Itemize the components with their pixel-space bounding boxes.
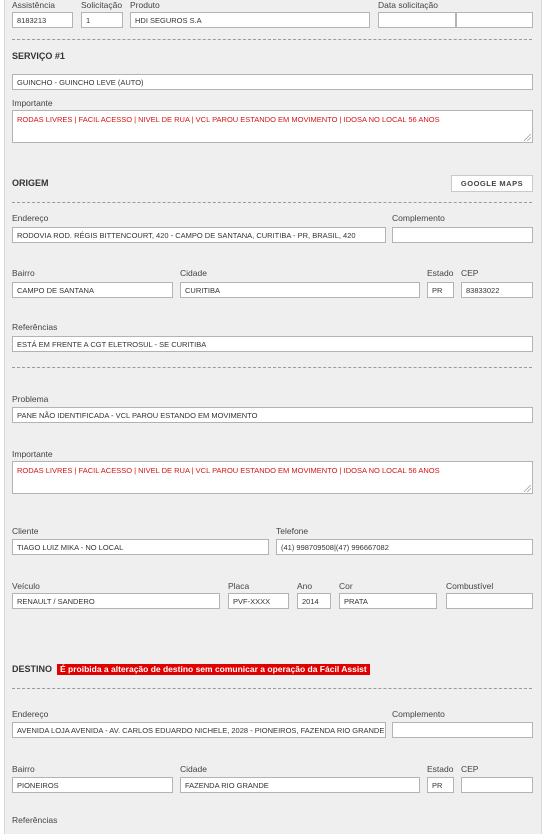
destino-estado-label: Estado (427, 764, 454, 774)
solicitacao-field[interactable]: 1 (81, 12, 123, 28)
cor-label: Cor (339, 581, 353, 591)
origem-title: ORIGEM (12, 178, 49, 188)
resize-grip-icon[interactable] (524, 134, 531, 141)
destino-cep-field[interactable] (461, 777, 533, 793)
destino-endereco-field[interactable]: AVENIDA LOJA AVENIDA - AV. CARLOS EDUARDO NICHELE, 2028 - PIONEIROS, FAZENDA RIO GRANDE (12, 722, 386, 738)
cor-field[interactable]: PRATA (339, 593, 437, 609)
origem-cidade-label: Cidade (180, 268, 207, 278)
divider (12, 367, 532, 368)
destino-endereco-label: Endereço (12, 709, 49, 719)
solicitacao-label: Solicitação (81, 0, 123, 10)
origem-complemento-label: Complemento (392, 213, 445, 223)
servico-importante-text: RODAS LIVRES | FACIL ACESSO | NIVEL DE RUA | VCL PAROU ESTANDO EM MOVIMENTO | IDOSA NO LOCAL 56 ANOS (17, 115, 440, 124)
destino-title: DESTINO (12, 664, 53, 674)
origem-referencias-label: Referências (12, 322, 58, 332)
origem-bairro-field[interactable]: CAMPO DE SANTANA (12, 282, 173, 298)
data-solicitacao-label: Data solicitação (378, 0, 439, 10)
cliente-label: Cliente (12, 526, 39, 536)
destino-complemento-field[interactable] (392, 722, 533, 738)
placa-label: Placa (228, 581, 250, 591)
origem-endereco-field[interactable]: RODOVIA ROD. RÉGIS BITTENCOURT, 420 - CAMPO DE SANTANA, CURITIBA - PR, BRASIL, 420 (12, 227, 386, 243)
combustivel-label: Combustível (446, 581, 494, 591)
servico-title: SERVIÇO #1 (12, 51, 65, 61)
veiculo-field[interactable]: RENAULT / SANDERO (12, 593, 220, 609)
detalhes-importante-text: RODAS LIVRES | FACIL ACESSO | NIVEL DE RUA | VCL PAROU ESTANDO EM MOVIMENTO | IDOSA NO LOCAL 56 ANOS (17, 466, 440, 475)
origem-complemento-field[interactable] (392, 227, 533, 243)
detalhes-importante-label: Importante (12, 449, 53, 459)
destino-referencias-label: Referências (12, 815, 58, 825)
origem-estado-label: Estado (427, 268, 454, 278)
destino-cidade-field[interactable]: FAZENDA RIO GRANDE (180, 777, 420, 793)
telefone-label: Telefone (276, 526, 309, 536)
destino-cep-label: CEP (461, 764, 479, 774)
google-maps-button[interactable]: GOOGLE MAPS (451, 175, 533, 192)
origem-estado-field[interactable]: PR (427, 282, 454, 298)
produto-field[interactable]: HDI SEGUROS S.A (130, 12, 370, 28)
servico-tipo-field[interactable]: GUINCHO - GUINCHO LEVE (AUTO) (12, 74, 533, 90)
servico-importante-textarea[interactable] (12, 110, 533, 143)
origem-cep-field[interactable]: 83833022 (461, 282, 533, 298)
destino-estado-field[interactable]: PR (427, 777, 454, 793)
destino-bairro-field[interactable]: PIONEIROS (12, 777, 173, 793)
destino-bairro-label: Bairro (12, 764, 35, 774)
detalhes-importante-textarea[interactable] (12, 461, 533, 494)
destino-warning-badge: É proibida a alteração de destino sem comunicar a operação da Fácil Assist (57, 664, 370, 675)
divider (12, 202, 532, 203)
data-solicitacao-field[interactable] (378, 12, 456, 28)
origem-bairro-label: Bairro (12, 268, 35, 278)
assistencia-field[interactable]: 8183213 (12, 12, 73, 28)
hora-solicitacao-field[interactable] (456, 12, 533, 28)
problema-label: Problema (12, 394, 49, 404)
veiculo-label: Veículo (12, 581, 40, 591)
origem-cidade-field[interactable]: CURITIBA (180, 282, 420, 298)
destino-complemento-label: Complemento (392, 709, 445, 719)
produto-label: Produto (130, 0, 160, 10)
assistencia-label: Assistência (12, 0, 55, 10)
resize-grip-icon[interactable] (524, 485, 531, 492)
divider (12, 39, 532, 40)
problema-field[interactable]: PANE NÃO IDENTIFICADA - VCL PAROU ESTANDO EM MOVIMENTO (12, 407, 533, 423)
servico-importante-label: Importante (12, 98, 53, 108)
destino-cidade-label: Cidade (180, 764, 207, 774)
ano-label: Ano (297, 581, 313, 591)
cliente-field[interactable]: TIAGO LUIZ MIKA - NO LOCAL (12, 539, 269, 555)
origem-cep-label: CEP (461, 268, 479, 278)
telefone-field[interactable]: (41) 998709508|(47) 996667082 (276, 539, 533, 555)
origem-referencias-field[interactable]: ESTÁ EM FRENTE A CGT ELETROSUL - SE CURITIBA (12, 336, 533, 352)
divider (12, 688, 532, 689)
combustivel-field[interactable] (446, 593, 533, 609)
origem-endereco-label: Endereço (12, 213, 49, 223)
ano-field[interactable]: 2014 (297, 593, 331, 609)
placa-field[interactable]: PVF-XXXX (228, 593, 289, 609)
